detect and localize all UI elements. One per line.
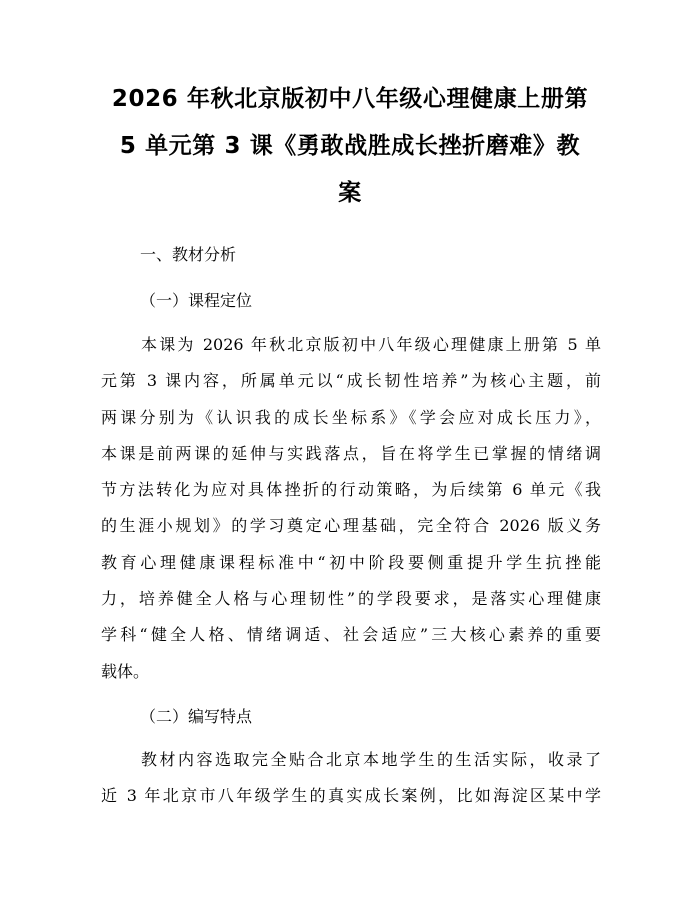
title-line: 5 单元第 3 课《勇敢战胜成长挫折磨难》教 — [119, 133, 581, 159]
paragraph-writing-features — [101, 742, 601, 815]
paragraph-line: 学科“健全人格、情绪调适、社会适应”三大核心素养的重要 — [101, 625, 601, 645]
paragraph-line: 教育心理健康课程标准中“初中阶段要侧重提升学生抗挫能 — [101, 552, 601, 572]
paragraph-line: 元第 3 课内容，所属单元以“成长韧性培养”为核心主题，前 — [101, 371, 601, 391]
paragraph-line: 本课为 2026 年秋北京版初中八年级心理健康上册第 5 单 — [141, 335, 601, 354]
paragraph-line: 力，培养健全人格与心理韧性”的学段要求，是落实心理健康 — [101, 589, 601, 609]
section-heading-textbook-analysis: 一、教材分析 — [140, 245, 237, 264]
subsection-heading-course-positioning: （一）课程定位 — [140, 291, 253, 310]
paragraph-line: 载体。 — [101, 661, 150, 681]
subsection-heading-writing-features: （二）编写特点 — [140, 707, 253, 726]
title-line: 2026 年秋北京版初中八年级心理健康上册第 — [111, 86, 589, 112]
document-title — [100, 76, 600, 217]
paragraph-line: 两课分别为《认识我的成长坐标系》《学会应对成长压力》， — [101, 407, 601, 427]
paragraph-line: 节方法转化为应对具体挫折的行动策略，为后续第 6 单元《我 — [101, 480, 601, 500]
title-line: 案 — [338, 180, 362, 206]
paragraph-line: 本课是前两课的延伸与实践落点，旨在将学生已掌握的情绪调 — [101, 443, 601, 463]
paragraph-line: 的生涯小规划》的学习奠定心理基础，完全符合 2026 版义务 — [101, 516, 601, 536]
paragraph-course-positioning — [101, 327, 601, 690]
paragraph-line: 教材内容选取完全贴合北京本地学生的生活实际，收录了 — [141, 750, 601, 769]
paragraph-line: 近 3 年北京市八年级学生的真实成长案例，比如海淀区某中学 — [101, 786, 601, 806]
